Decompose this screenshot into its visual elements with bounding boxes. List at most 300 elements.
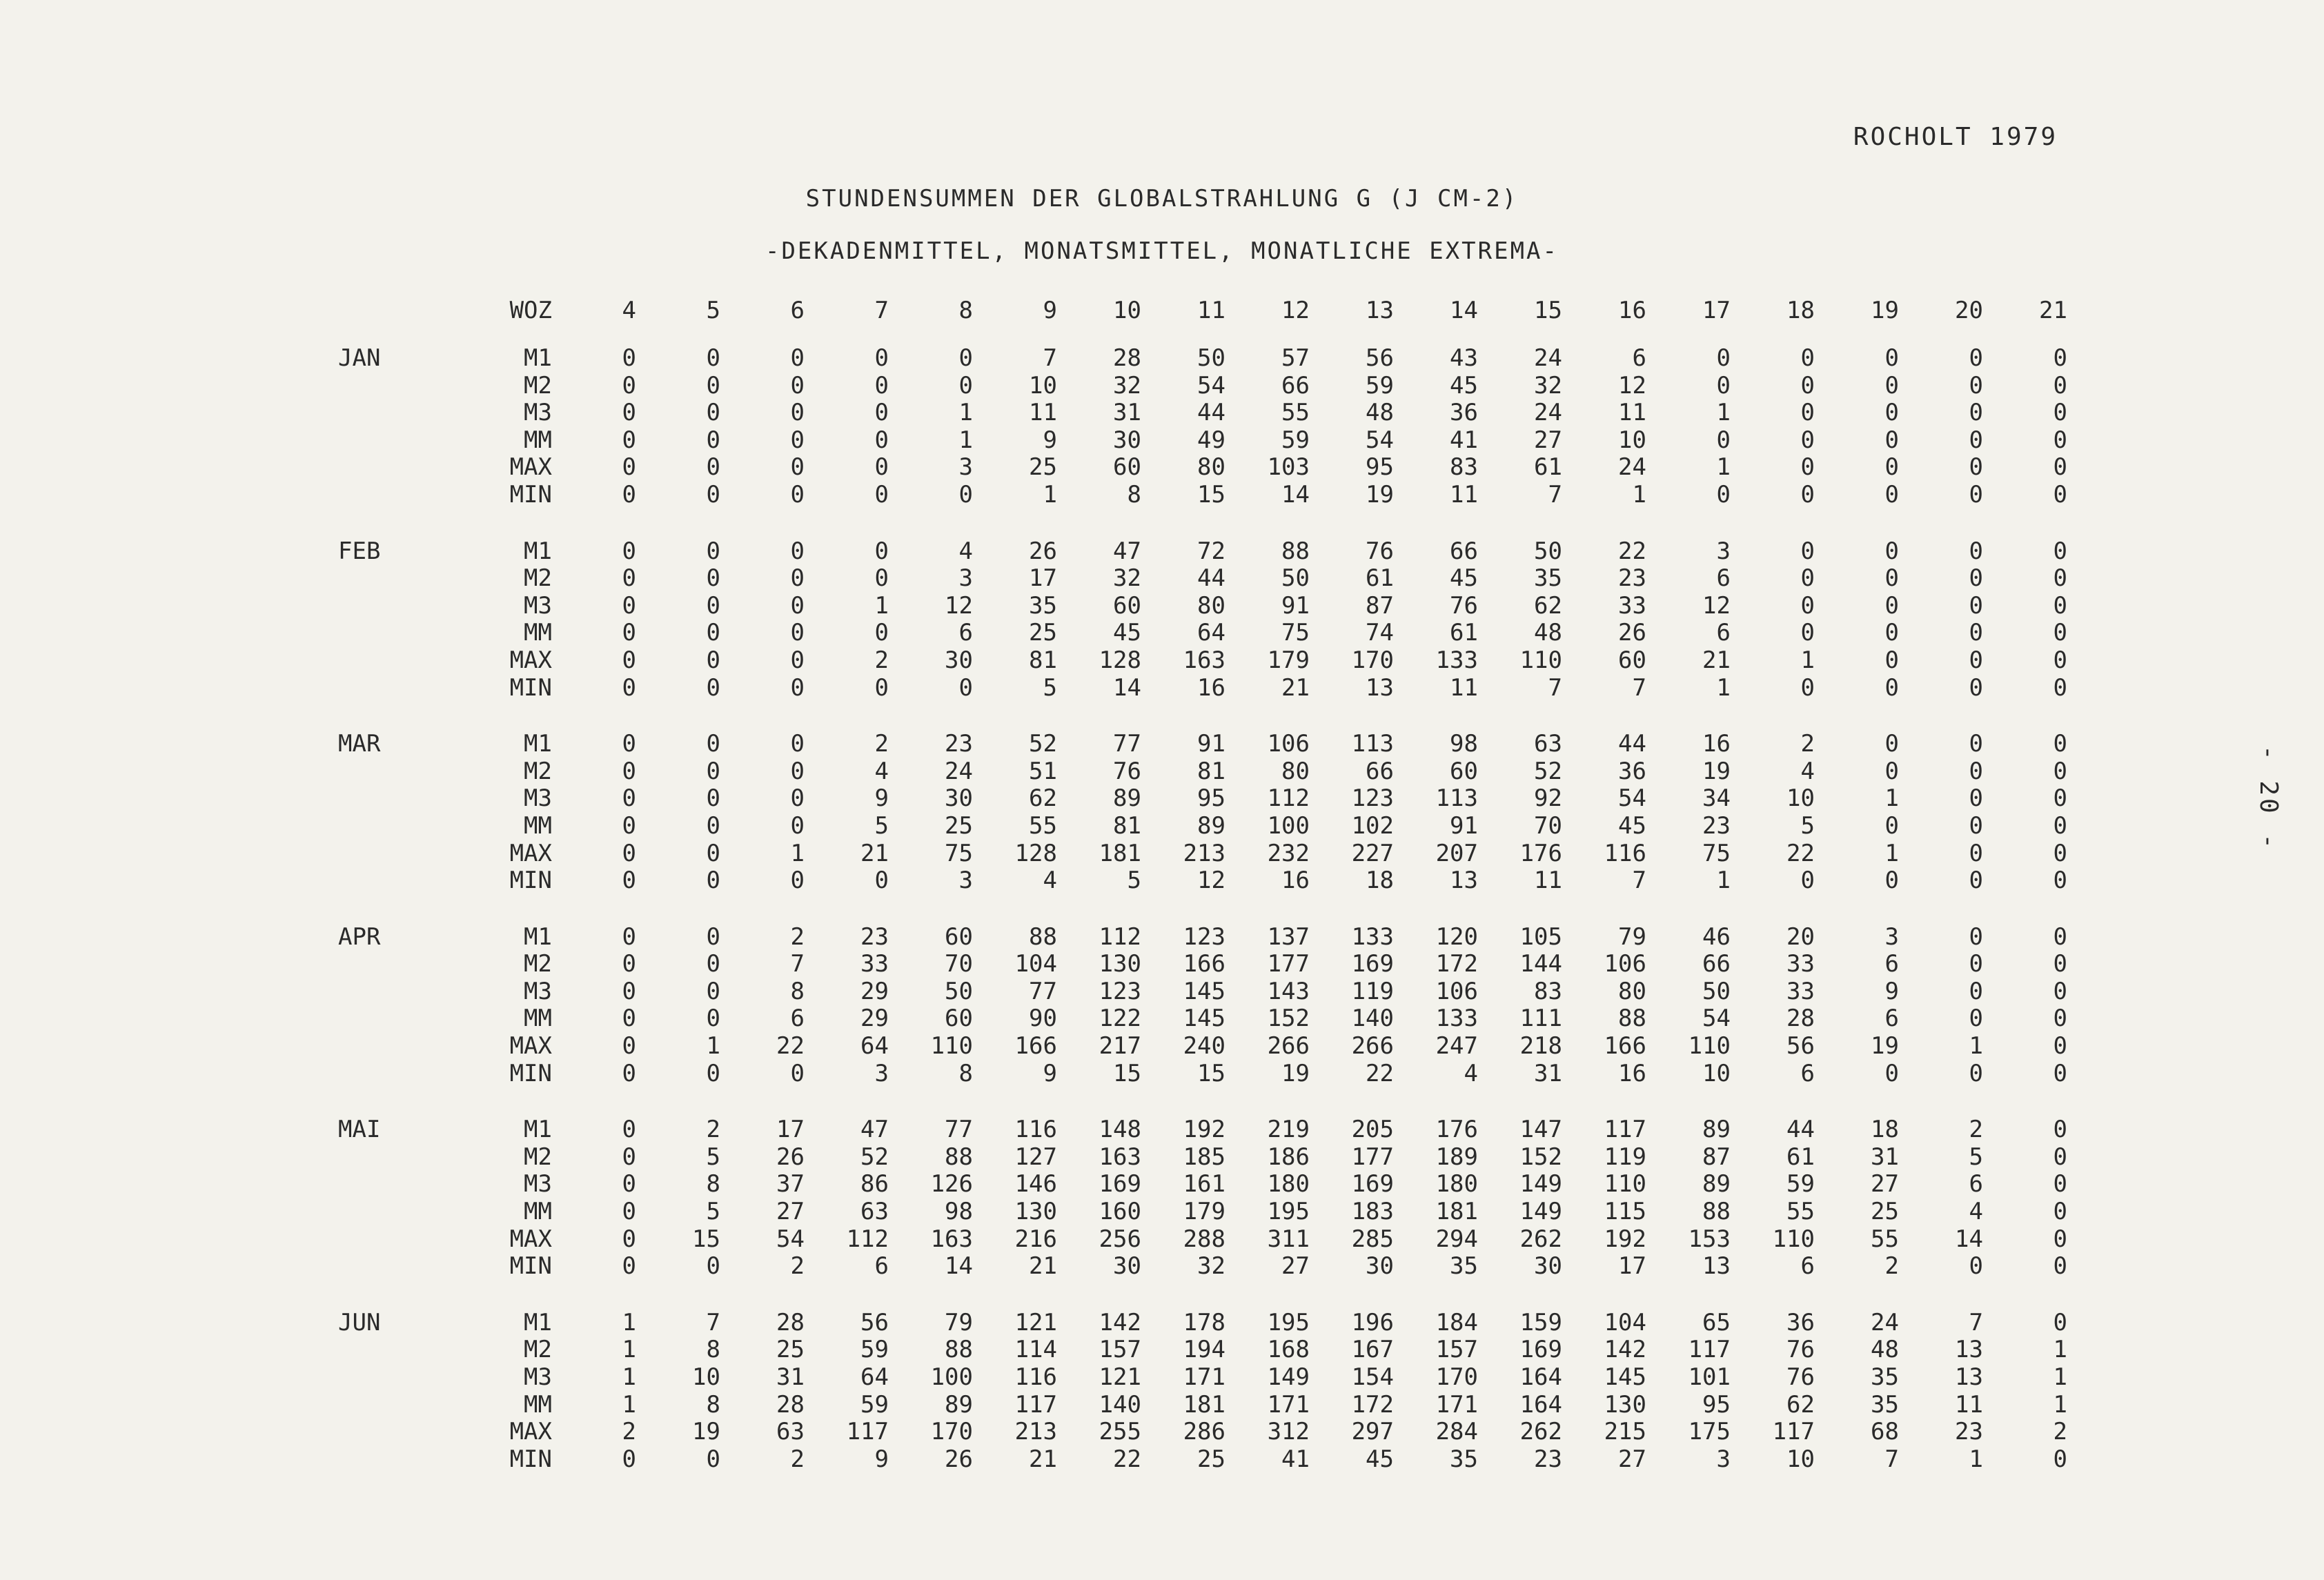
value-cell: 74 <box>1366 619 1394 647</box>
value-cell: 0 <box>2053 922 2067 951</box>
value-cell: 80 <box>1197 591 1225 620</box>
value-cell: 0 <box>1884 399 1899 427</box>
row-label: M3 <box>524 591 552 620</box>
value-cell: 9 <box>1043 1059 1057 1087</box>
row-label: MIN <box>509 673 552 702</box>
value-cell: 23 <box>1702 811 1731 840</box>
value-cell: 17 <box>1029 564 1057 593</box>
value-cell: 89 <box>1197 811 1225 840</box>
hour-header: 8 <box>958 297 973 324</box>
row-label: M1 <box>524 730 552 758</box>
hour-header: 18 <box>1786 297 1815 324</box>
value-cell: 55 <box>1786 1198 1815 1226</box>
value-cell: 0 <box>622 1059 636 1087</box>
value-cell: 133 <box>1435 646 1478 674</box>
value-cell: 122 <box>1099 1005 1141 1033</box>
value-cell: 0 <box>1800 537 1815 565</box>
value-cell: 0 <box>1800 867 1815 895</box>
value-cell: 0 <box>1716 426 1731 454</box>
value-cell: 104 <box>1604 1308 1646 1336</box>
value-cell: 0 <box>790 426 805 454</box>
value-cell: 66 <box>1702 950 1731 978</box>
table-row <box>338 1336 2067 1364</box>
value-cell: 207 <box>1435 839 1478 867</box>
value-cell: 32 <box>1534 371 1562 399</box>
row-label: M2 <box>524 1143 552 1171</box>
value-cell: 0 <box>2053 619 2067 647</box>
value-cell: 0 <box>1800 591 1815 620</box>
value-cell: 171 <box>1267 1390 1310 1419</box>
value-cell: 75 <box>945 839 973 867</box>
value-cell: 110 <box>1519 646 1562 674</box>
value-cell: 60 <box>1618 646 1646 674</box>
value-cell: 7 <box>1548 480 1562 508</box>
value-cell: 35 <box>1871 1363 1899 1391</box>
value-cell: 12 <box>1702 591 1731 620</box>
value-cell: 0 <box>622 811 636 840</box>
value-cell: 16 <box>1618 1059 1646 1087</box>
value-cell: 0 <box>1969 646 1983 674</box>
value-cell: 0 <box>790 537 805 565</box>
value-cell: 1 <box>2053 1363 2067 1391</box>
value-cell: 0 <box>622 537 636 565</box>
value-cell: 1 <box>958 426 973 454</box>
value-cell: 88 <box>1029 922 1057 951</box>
hour-header: 17 <box>1702 297 1731 324</box>
value-cell: 0 <box>958 673 973 702</box>
value-cell: 0 <box>1884 811 1899 840</box>
value-cell: 101 <box>1688 1363 1731 1391</box>
value-cell: 23 <box>945 730 973 758</box>
value-cell: 0 <box>874 867 889 895</box>
value-cell: 12 <box>1197 867 1225 895</box>
value-cell: 56 <box>860 1308 889 1336</box>
value-cell: 1 <box>706 1032 720 1060</box>
value-cell: 262 <box>1519 1418 1562 1446</box>
value-cell: 87 <box>1702 1143 1731 1171</box>
value-cell: 219 <box>1267 1116 1310 1144</box>
value-cell: 123 <box>1351 784 1394 813</box>
row-label: M3 <box>524 784 552 813</box>
value-cell: 0 <box>1884 480 1899 508</box>
value-cell: 104 <box>1014 950 1057 978</box>
value-cell: 123 <box>1183 922 1225 951</box>
value-cell: 44 <box>1786 1116 1815 1144</box>
row-label: M2 <box>524 950 552 978</box>
value-cell: 116 <box>1014 1116 1057 1144</box>
value-cell: 35 <box>1871 1390 1899 1419</box>
value-cell: 145 <box>1183 1005 1225 1033</box>
value-cell: 100 <box>930 1363 973 1391</box>
value-cell: 115 <box>1604 1198 1646 1226</box>
table-row <box>338 867 2067 895</box>
value-cell: 133 <box>1435 1005 1478 1033</box>
value-cell: 2 <box>1884 1252 1899 1281</box>
value-cell: 175 <box>1688 1418 1731 1446</box>
value-cell: 0 <box>790 730 805 758</box>
value-cell: 1 <box>1716 399 1731 427</box>
hour-header: 20 <box>1955 297 1983 324</box>
value-cell: 22 <box>776 1032 805 1060</box>
value-cell: 232 <box>1267 839 1310 867</box>
value-cell: 19 <box>1871 1032 1899 1060</box>
row-label: MM <box>524 1198 552 1226</box>
value-cell: 6 <box>1884 1005 1899 1033</box>
value-cell: 183 <box>1351 1198 1394 1226</box>
value-cell: 76 <box>1450 591 1478 620</box>
value-cell: 0 <box>2053 1170 2067 1198</box>
table-row <box>338 840 2067 868</box>
hour-header: 16 <box>1618 297 1646 324</box>
value-cell: 7 <box>1632 673 1646 702</box>
value-cell: 169 <box>1519 1336 1562 1364</box>
value-cell: 170 <box>1435 1363 1478 1391</box>
value-cell: 196 <box>1351 1308 1394 1336</box>
value-cell: 33 <box>860 950 889 978</box>
value-cell: 15 <box>692 1225 720 1253</box>
value-cell: 0 <box>1884 1059 1899 1087</box>
value-cell: 192 <box>1183 1116 1225 1144</box>
row-label: MAX <box>509 646 552 674</box>
value-cell: 3 <box>958 564 973 593</box>
value-cell: 0 <box>874 371 889 399</box>
month-label: JUN <box>338 1308 381 1336</box>
value-cell: 0 <box>2053 1032 2067 1060</box>
value-cell: 0 <box>1969 453 1983 482</box>
value-cell: 147 <box>1519 1116 1562 1144</box>
value-cell: 0 <box>790 399 805 427</box>
value-cell: 169 <box>1351 1170 1394 1198</box>
row-label: M3 <box>524 977 552 1005</box>
document-title: STUNDENSUMMEN DER GLOBALSTRAHLUNG G (J CM-2) <box>805 185 1519 213</box>
value-cell: 62 <box>1786 1390 1815 1419</box>
value-cell: 247 <box>1435 1032 1478 1060</box>
value-cell: 106 <box>1435 977 1478 1005</box>
value-cell: 0 <box>622 371 636 399</box>
value-cell: 0 <box>622 564 636 593</box>
woz-label: WOZ <box>509 297 552 324</box>
value-cell: 13 <box>1450 867 1478 895</box>
row-label: MAX <box>509 453 552 482</box>
value-cell: 0 <box>622 1143 636 1171</box>
value-cell: 54 <box>1618 784 1646 813</box>
value-cell: 111 <box>1519 1005 1562 1033</box>
value-cell: 76 <box>1366 537 1394 565</box>
value-cell: 41 <box>1450 426 1478 454</box>
value-cell: 0 <box>1969 371 1983 399</box>
value-cell: 106 <box>1604 950 1646 978</box>
value-cell: 60 <box>1113 453 1141 482</box>
value-cell: 106 <box>1267 730 1310 758</box>
value-cell: 0 <box>622 1116 636 1144</box>
hour-header: 10 <box>1113 297 1141 324</box>
value-cell: 8 <box>1127 480 1141 508</box>
value-cell: 0 <box>1969 839 1983 867</box>
value-cell: 87 <box>1366 591 1394 620</box>
row-label: M1 <box>524 344 552 372</box>
value-cell: 0 <box>958 480 973 508</box>
row-label: MIN <box>509 867 552 895</box>
value-cell: 0 <box>622 922 636 951</box>
value-cell: 0 <box>1969 426 1983 454</box>
value-cell: 154 <box>1351 1363 1394 1391</box>
value-cell: 28 <box>776 1308 805 1336</box>
hour-header: 15 <box>1534 297 1562 324</box>
row-label: MIN <box>509 1252 552 1281</box>
value-cell: 5 <box>874 811 889 840</box>
value-cell: 7 <box>1043 344 1057 372</box>
table-row <box>338 647 2067 675</box>
value-cell: 21 <box>1702 646 1731 674</box>
value-cell: 0 <box>2053 784 2067 813</box>
value-cell: 63 <box>860 1198 889 1226</box>
value-cell: 46 <box>1702 922 1731 951</box>
value-cell: 2 <box>874 646 889 674</box>
value-cell: 0 <box>622 1445 636 1473</box>
value-cell: 64 <box>860 1032 889 1060</box>
value-cell: 0 <box>2053 646 2067 674</box>
value-cell: 0 <box>1969 784 1983 813</box>
value-cell: 256 <box>1099 1225 1141 1253</box>
value-cell: 0 <box>790 757 805 785</box>
value-cell: 0 <box>2053 480 2067 508</box>
hour-header: 9 <box>1043 297 1057 324</box>
value-cell: 171 <box>1183 1363 1225 1391</box>
table-row <box>338 785 2067 813</box>
value-cell: 35 <box>1450 1445 1478 1473</box>
value-cell: 149 <box>1519 1198 1562 1226</box>
value-cell: 110 <box>930 1032 973 1060</box>
value-cell: 218 <box>1519 1032 1562 1060</box>
value-cell: 149 <box>1267 1363 1310 1391</box>
value-cell: 34 <box>1702 784 1731 813</box>
row-label: M2 <box>524 757 552 785</box>
value-cell: 4 <box>1464 1059 1478 1087</box>
value-cell: 31 <box>1534 1059 1562 1087</box>
value-cell: 0 <box>1969 564 1983 593</box>
value-cell: 0 <box>1969 480 1983 508</box>
row-label: MIN <box>509 1059 552 1087</box>
value-cell: 1 <box>1884 839 1899 867</box>
value-cell: 1 <box>622 1390 636 1419</box>
value-cell: 0 <box>1800 673 1815 702</box>
value-cell: 14 <box>1113 673 1141 702</box>
value-cell: 0 <box>874 426 889 454</box>
value-cell: 62 <box>1029 784 1057 813</box>
value-cell: 110 <box>1772 1225 1815 1253</box>
value-cell: 0 <box>790 811 805 840</box>
value-cell: 167 <box>1351 1336 1394 1364</box>
value-cell: 24 <box>945 757 973 785</box>
value-cell: 0 <box>1969 811 1983 840</box>
value-cell: 22 <box>1618 537 1646 565</box>
value-cell: 0 <box>706 344 720 372</box>
value-cell: 0 <box>1884 591 1899 620</box>
value-cell: 145 <box>1183 977 1225 1005</box>
value-cell: 0 <box>706 646 720 674</box>
value-cell: 50 <box>945 977 973 1005</box>
row-label: M3 <box>524 399 552 427</box>
value-cell: 215 <box>1604 1418 1646 1446</box>
value-cell: 3 <box>874 1059 889 1087</box>
value-cell: 32 <box>1197 1252 1225 1281</box>
value-cell: 0 <box>2053 1005 2067 1033</box>
table-row <box>338 1198 2067 1226</box>
value-cell: 0 <box>706 1005 720 1033</box>
value-cell: 59 <box>1786 1170 1815 1198</box>
month-label: MAI <box>338 1116 381 1144</box>
value-cell: 284 <box>1435 1418 1478 1446</box>
table-row <box>338 373 2067 400</box>
value-cell: 312 <box>1267 1418 1310 1446</box>
value-cell: 0 <box>622 646 636 674</box>
value-cell: 0 <box>706 619 720 647</box>
row-label: M1 <box>524 1308 552 1336</box>
value-cell: 5 <box>1969 1143 1983 1171</box>
value-cell: 1 <box>1716 453 1731 482</box>
value-cell: 123 <box>1099 977 1141 1005</box>
value-cell: 63 <box>1534 730 1562 758</box>
value-cell: 81 <box>1029 646 1057 674</box>
value-cell: 25 <box>1197 1445 1225 1473</box>
value-cell: 286 <box>1183 1418 1225 1446</box>
table-row <box>338 1419 2067 1446</box>
value-cell: 28 <box>1113 344 1141 372</box>
value-cell: 26 <box>1029 537 1057 565</box>
value-cell: 64 <box>860 1363 889 1391</box>
table-row <box>338 813 2067 840</box>
value-cell: 0 <box>706 867 720 895</box>
value-cell: 2 <box>2053 1418 2067 1446</box>
value-cell: 13 <box>1366 673 1394 702</box>
row-label: MM <box>524 619 552 647</box>
value-cell: 0 <box>790 344 805 372</box>
value-cell: 10 <box>1029 371 1057 399</box>
row-label: MIN <box>509 480 552 508</box>
value-cell: 266 <box>1351 1032 1394 1060</box>
value-cell: 36 <box>1450 399 1478 427</box>
value-cell: 11 <box>1955 1390 1983 1419</box>
value-cell: 179 <box>1267 646 1310 674</box>
value-cell: 7 <box>790 950 805 978</box>
hour-header: 4 <box>622 297 636 324</box>
value-cell: 0 <box>874 564 889 593</box>
value-cell: 30 <box>1113 1252 1141 1281</box>
value-cell: 180 <box>1267 1170 1310 1198</box>
table-row <box>338 1310 2067 1337</box>
value-cell: 0 <box>874 344 889 372</box>
value-cell: 0 <box>2053 730 2067 758</box>
value-cell: 4 <box>1043 867 1057 895</box>
value-cell: 45 <box>1618 811 1646 840</box>
value-cell: 22 <box>1786 839 1815 867</box>
row-label: M3 <box>524 1363 552 1391</box>
value-cell: 0 <box>706 453 720 482</box>
value-cell: 12 <box>1618 371 1646 399</box>
table-row <box>338 1171 2067 1198</box>
value-cell: 80 <box>1197 453 1225 482</box>
value-cell: 92 <box>1534 784 1562 813</box>
row-label: M2 <box>524 1336 552 1364</box>
value-cell: 24 <box>1618 453 1646 482</box>
value-cell: 50 <box>1702 977 1731 1005</box>
value-cell: 119 <box>1604 1143 1646 1171</box>
value-cell: 27 <box>1871 1170 1899 1198</box>
value-cell: 44 <box>1197 399 1225 427</box>
value-cell: 24 <box>1534 399 1562 427</box>
table-row <box>338 758 2067 786</box>
value-cell: 0 <box>622 839 636 867</box>
value-cell: 24 <box>1534 344 1562 372</box>
value-cell: 0 <box>2053 1143 2067 1171</box>
value-cell: 0 <box>1800 344 1815 372</box>
value-cell: 1 <box>622 1336 636 1364</box>
table-row <box>338 1060 2067 1088</box>
table-row <box>338 924 2067 951</box>
value-cell: 3 <box>1716 537 1731 565</box>
value-cell: 0 <box>1800 480 1815 508</box>
value-cell: 66 <box>1450 537 1478 565</box>
hour-header: 13 <box>1366 297 1394 324</box>
value-cell: 0 <box>706 426 720 454</box>
value-cell: 217 <box>1099 1032 1141 1060</box>
value-cell: 0 <box>706 1252 720 1281</box>
value-cell: 0 <box>1969 950 1983 978</box>
value-cell: 91 <box>1281 591 1310 620</box>
value-cell: 55 <box>1281 399 1310 427</box>
value-cell: 103 <box>1267 453 1310 482</box>
value-cell: 51 <box>1029 757 1057 785</box>
value-cell: 0 <box>2053 977 2067 1005</box>
value-cell: 1 <box>1969 1032 1983 1060</box>
value-cell: 6 <box>958 619 973 647</box>
value-cell: 9 <box>874 784 889 813</box>
value-cell: 60 <box>1450 757 1478 785</box>
value-cell: 0 <box>790 1059 805 1087</box>
value-cell: 30 <box>1534 1252 1562 1281</box>
value-cell: 3 <box>958 453 973 482</box>
value-cell: 22 <box>1113 1445 1141 1473</box>
value-cell: 56 <box>1366 344 1394 372</box>
value-cell: 76 <box>1786 1363 1815 1391</box>
row-label: MIN <box>509 1445 552 1473</box>
value-cell: 0 <box>1969 537 1983 565</box>
value-cell: 70 <box>1534 811 1562 840</box>
value-cell: 0 <box>2053 537 2067 565</box>
value-cell: 14 <box>1281 480 1310 508</box>
value-cell: 0 <box>2053 1252 2067 1281</box>
row-label: MAX <box>509 1225 552 1253</box>
value-cell: 48 <box>1366 399 1394 427</box>
value-cell: 8 <box>958 1059 973 1087</box>
value-cell: 172 <box>1435 950 1478 978</box>
value-cell: 2 <box>706 1116 720 1144</box>
table-row <box>338 1253 2067 1281</box>
value-cell: 0 <box>790 564 805 593</box>
value-cell: 0 <box>874 673 889 702</box>
value-cell: 140 <box>1351 1005 1394 1033</box>
value-cell: 0 <box>1969 344 1983 372</box>
value-cell: 184 <box>1435 1308 1478 1336</box>
row-label: MAX <box>509 1032 552 1060</box>
value-cell: 98 <box>945 1198 973 1226</box>
value-cell: 0 <box>622 950 636 978</box>
value-cell: 0 <box>2053 591 2067 620</box>
value-cell: 79 <box>1618 922 1646 951</box>
value-cell: 45 <box>1450 564 1478 593</box>
value-cell: 185 <box>1183 1143 1225 1171</box>
row-label: MM <box>524 1390 552 1419</box>
